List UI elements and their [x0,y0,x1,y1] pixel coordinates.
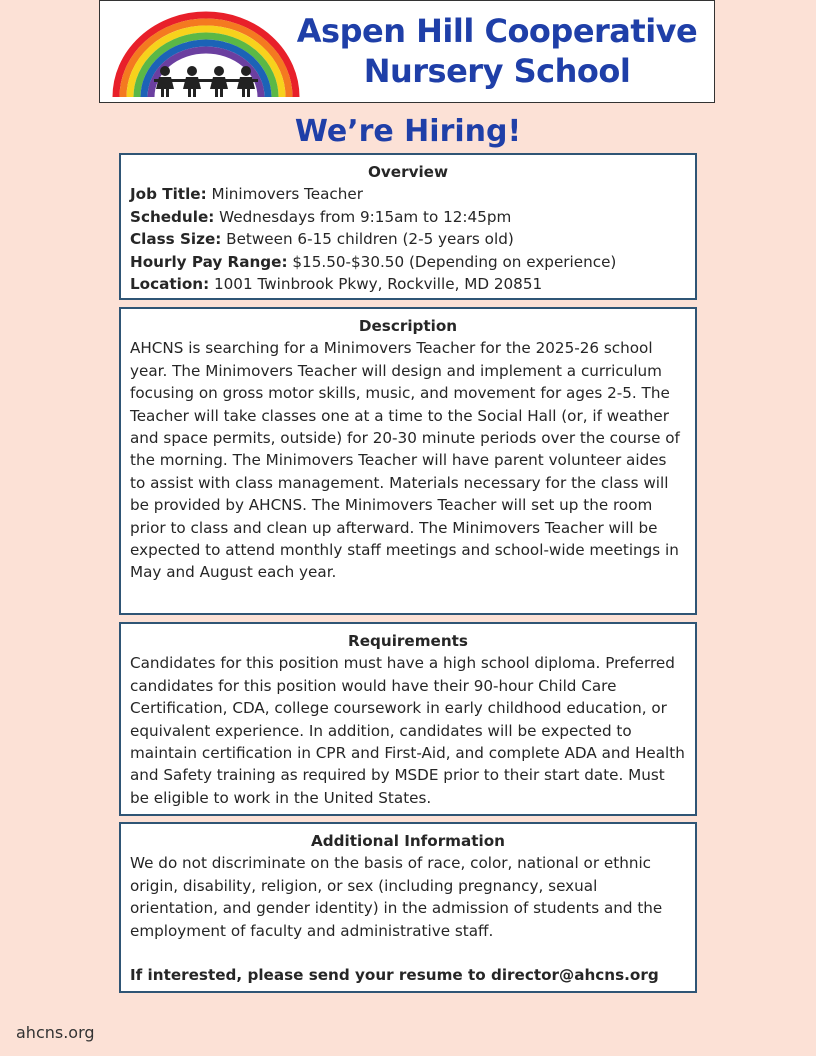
requirements-section [119,622,697,816]
overview-row-schedule [130,206,686,228]
overview-row-location [130,273,686,295]
overview-label: Class Size: [130,230,222,249]
overview-section [119,153,697,300]
overview-row-class-size [130,228,686,250]
requirements-body: Candidates for this position must have a high school diploma. Preferred candidates for this position would have their 90-hour Child Care Certification, CDA, college coursework in early childhood education, or equivalent experience. In addition, candidates will be expected to maintain certification in CPR and First-Aid, and complete ADA and Health and Safety training as required by MSDE prior to their start date. Must be eligible to work in the United States. [130,654,685,807]
overview-value: Between 6-15 children (2-5 years old) [221,230,514,249]
overview-label: Schedule: [130,207,215,226]
overview-label: Hourly Pay Range: [130,252,288,271]
overview-value: Minimovers Teacher [206,185,363,204]
description-section [119,307,697,615]
additional-info-section [119,822,697,993]
school-name [282,11,712,91]
additional-info-heading: Additional Information [311,832,505,850]
requirements-heading: Requirements [348,632,468,650]
overview-heading: Overview [367,163,449,181]
school-name-line2: Nursery School [363,52,631,90]
overview-row-job-title [130,183,686,205]
overview-value: 1001 Twinbrook Pkwy, Rockville, MD 20851 [209,275,543,294]
overview-label: Location: [130,275,210,294]
additional-info-body: We do not discriminate on the basis of race, color, national or ethnic origin, disability, religion, or sex (including pregnancy, sexual orientation, and gender identity) in the admission of students and the employment of faculty and administrative staff. [130,854,663,940]
page-title: We’re Hiring! [294,114,522,149]
rainbow-with-children-icon [110,9,302,97]
description-body: AHCNS is searching for a Minimovers Teacher for the 2025-26 school year. The Minimovers Teacher will design and implement a curriculum focusing on gross motor skills, music, and movement for ages 2-5. The Teacher will take classes one at a time to the Social Hall (or, if weather and space permits, outside) for 20-30 minute periods over the course of the morning. The Minimovers Teacher will have parent volunteer aides to assist with class management. Materials necessary for the class will be provided by AHCNS. The Minimovers Teacher will set up the room prior to class and clean up afterward. The Minimovers Teacher will be expected to attend monthly staff meetings and school-wide meetings in May and August each year. [130,339,680,582]
school-banner [99,0,715,103]
description-heading: Description [358,317,458,335]
spacer [130,942,686,964]
contact-line: If interested, please send your resume to director@ahcns.org [130,966,659,985]
overview-row-pay-range [130,251,686,273]
overview-value: Wednesdays from 9:15am to 12:45pm [214,207,512,226]
footer-website: ahcns.org [16,1023,95,1042]
overview-label: Job Title: [130,185,207,204]
school-name-line1: Aspen Hill Cooperative [296,12,698,50]
overview-value: $15.50-$30.50 (Depending on experience) [287,252,617,271]
